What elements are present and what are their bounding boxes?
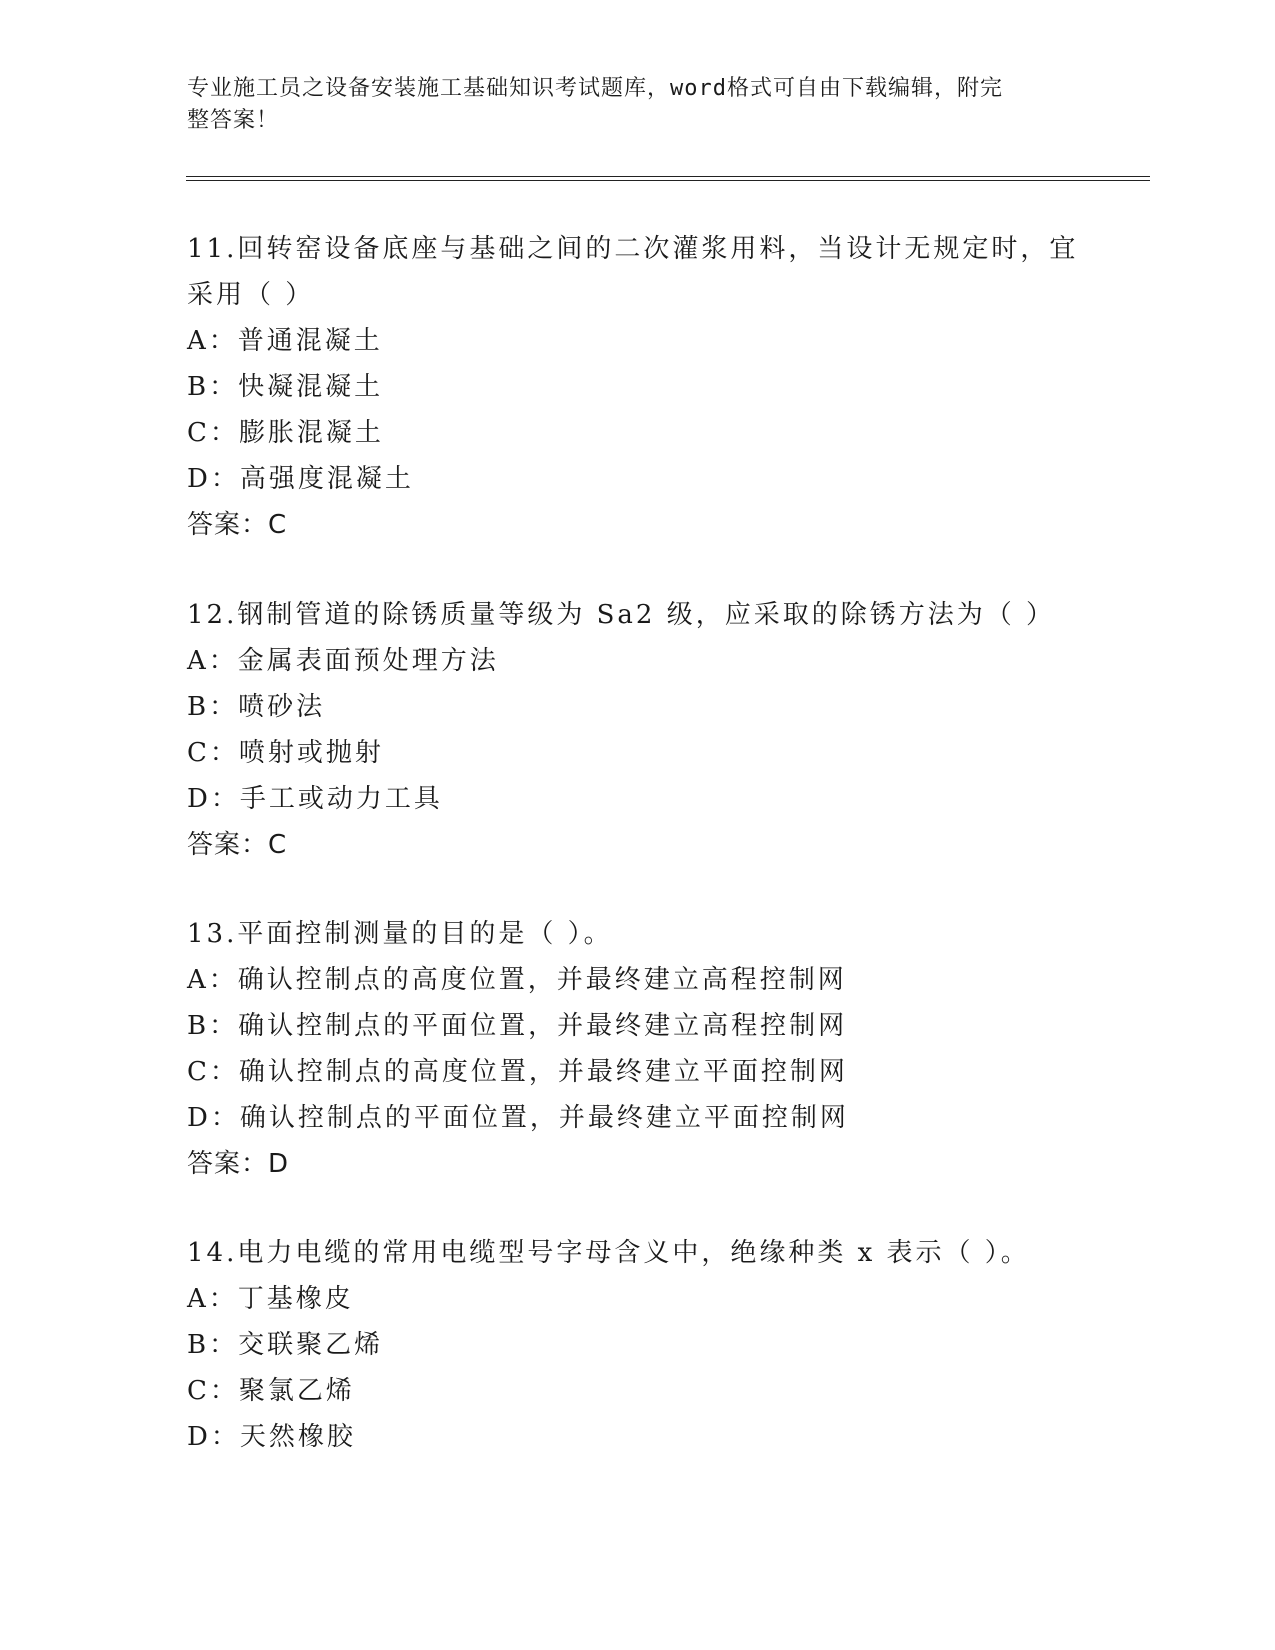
- option-d: D：高强度混凝土: [187, 464, 414, 494]
- option-d: D：天然橡胶: [187, 1422, 356, 1452]
- option-a: A：金属表面预处理方法: [187, 646, 499, 676]
- question-stem: 13.平面控制测量的目的是（ ）。: [187, 919, 613, 949]
- option-c: C：确认控制点的高度位置，并最终建立平面控制网: [187, 1057, 848, 1087]
- option-c: C：膨胀混凝土: [187, 418, 384, 448]
- answer: 答案：C: [187, 510, 288, 540]
- question-11: [187, 226, 1087, 548]
- option-c: C：喷射或抛射: [187, 738, 384, 768]
- option-b: B：喷砂法: [187, 692, 326, 722]
- question-stem: 12.钢制管道的除锈质量等级为 Sa2 级，应采取的除锈方法为（ ）: [187, 600, 1055, 630]
- answer: 答案：C: [187, 830, 288, 860]
- question-stem: 14.电力电缆的常用电缆型号字母含义中，绝缘种类 x 表示（ ）。: [187, 1238, 1030, 1268]
- header-divider-top: [186, 176, 1150, 177]
- option-b: B：交联聚乙烯: [187, 1330, 384, 1360]
- option-d: D：确认控制点的平面位置，并最终建立平面控制网: [187, 1103, 849, 1133]
- option-c: C：聚氯乙烯: [187, 1376, 355, 1406]
- option-d: D：手工或动力工具: [187, 784, 443, 814]
- option-a: A：普通混凝土: [187, 326, 383, 356]
- question-12: [187, 592, 1087, 868]
- header-line-1: 专业施工员之设备安装施工基础知识考试题库，word格式可自由下载编辑，附完: [187, 76, 1003, 101]
- question-14: [187, 1230, 1087, 1460]
- option-b: B：快凝混凝土: [187, 372, 384, 402]
- question-stem-continued: 采用（ ）: [187, 280, 315, 310]
- question-13: [187, 911, 1087, 1187]
- option-b: B：确认控制点的平面位置，并最终建立高程控制网: [187, 1011, 848, 1041]
- question-stem: 11.回转窑设备底座与基础之间的二次灌浆用料，当设计无规定时，宜: [187, 234, 1079, 264]
- header-line-2: 整答案！: [187, 108, 280, 133]
- option-a: A：丁基橡皮: [187, 1284, 354, 1314]
- answer: 答案：D: [187, 1149, 290, 1179]
- header-divider-bottom: [186, 180, 1150, 181]
- option-a: A：确认控制点的高度位置，并最终建立高程控制网: [187, 965, 847, 995]
